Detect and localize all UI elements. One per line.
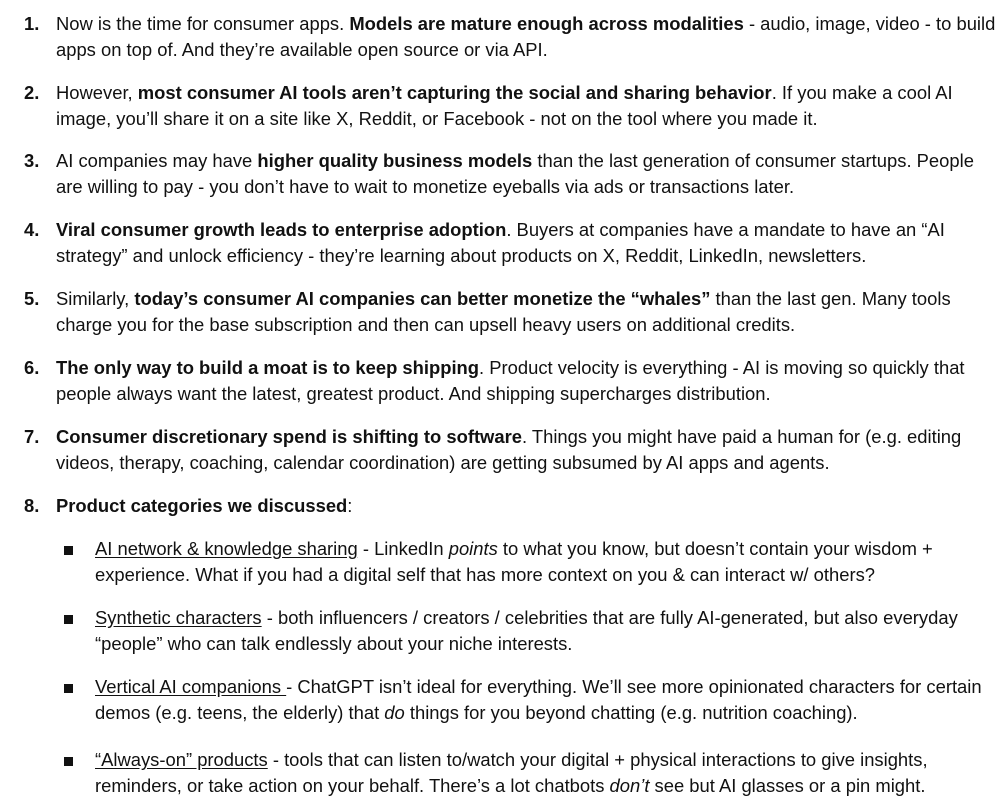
sub-list-item-text: [95, 536, 995, 588]
text-run: AI companies may have: [56, 150, 258, 171]
square-bullet-icon: [64, 757, 73, 766]
square-bullet-icon: [64, 546, 73, 555]
list-number: 3.: [24, 150, 40, 171]
bold-text: The only way to build a moat is to keep shipping: [56, 357, 480, 378]
text-run: . Things you might have paid a human for (e.g. editing videos, therapy, coaching, calendar coordination) are getting subsumed by AI apps and agents.: [56, 426, 962, 473]
underlined-text: AI network & knowledge sharing: [95, 538, 358, 559]
text-run: Now is the time for consumer apps.: [56, 13, 350, 34]
text-run: However,: [56, 82, 138, 103]
list-item-text: [56, 80, 996, 132]
bold-text: most consumer AI tools aren’t capturing the social and sharing behavior: [137, 82, 772, 103]
text-run: :: [347, 495, 353, 516]
text-run: see but AI glasses or a pin might.: [649, 775, 926, 796]
list-item-text: [56, 286, 996, 338]
bold-text: Product categories we discussed: [56, 495, 348, 516]
sub-list-item-text: [95, 747, 995, 799]
list-number: 5.: [24, 288, 40, 309]
square-bullet-icon: [64, 615, 73, 624]
list-number: 6.: [24, 357, 40, 378]
list-item-text: [56, 424, 996, 476]
underlined-text: “Always-on” products: [95, 749, 268, 770]
text-run: Similarly,: [56, 288, 135, 309]
underlined-text: Synthetic characters: [95, 607, 262, 628]
list-item-text: [56, 355, 996, 407]
text-run: - ChatGPT isn’t ideal for everything. We’ll see more opinionated characters for certain demos (e.g. teens, the elderly) that: [95, 676, 982, 723]
italic-text: do: [384, 702, 405, 723]
list-item-text: [56, 493, 996, 519]
text-run: things for you beyond chatting (e.g. nutrition coaching).: [404, 702, 858, 723]
bold-text: Consumer discretionary spend is shifting to software: [56, 426, 522, 447]
underlined-text: Vertical AI companions: [95, 676, 287, 697]
sub-list-item-text: [95, 674, 995, 726]
text-run: than the last generation of consumer startups. People are willing to pay - you don’t have to wait to monetize eyeballs via ads or transactions later.: [56, 150, 974, 197]
bold-text: Models are mature enough across modalities: [349, 13, 744, 34]
bold-text: Viral consumer growth leads to enterprise adoption: [56, 219, 507, 240]
list-item-text: [56, 148, 996, 200]
text-run: - both influencers / creators / celebrities that are fully AI-generated, but also everyday “people” who can talk endlessly about your niche interests.: [95, 607, 958, 654]
list-item-text: [56, 217, 996, 269]
text-run: . Buyers at companies have a mandate to have an “AI strategy” and unlock efficiency - they’re learning about products on X, Reddit, LinkedIn, newsletters.: [56, 219, 945, 266]
list-number: 8.: [24, 495, 40, 516]
text-run: - tools that can listen to/watch your digital + physical interactions to give insights, reminders, or take action on your behalf. There’s a lot chatbots: [95, 749, 928, 796]
text-run: to what you know, but doesn’t contain your wisdom + experience. What if you had a digital self that has more context on you & can interact w/ others?: [95, 538, 933, 585]
bold-text: today’s consumer AI companies can better monetize the “whales”: [134, 288, 711, 309]
list-number: 2.: [24, 82, 40, 103]
text-run: - audio, image, video - to build apps on top of. And they’re available open source or via API.: [56, 13, 996, 60]
text-run: - LinkedIn: [357, 538, 449, 559]
list-number: 7.: [24, 426, 40, 447]
list-number: 4.: [24, 219, 40, 240]
sub-list-item-text: [95, 605, 995, 657]
list-number: 1.: [24, 13, 40, 34]
italic-text: points: [448, 538, 498, 559]
text-run: . Product velocity is everything - AI is moving so quickly that people always want the latest, greatest product. And shipping supercharges distribution.: [56, 357, 965, 404]
bold-text: higher quality business models: [257, 150, 533, 171]
text-run: than the last gen. Many tools charge you for the base subscription and then can upsell heavy users on additional credits.: [56, 288, 951, 335]
text-run: . If you make a cool AI image, you’ll share it on a site like X, Reddit, or Facebook - not on the tool where you made it.: [56, 82, 953, 129]
italic-text: don’t: [609, 775, 650, 796]
list-item-text: [56, 11, 996, 63]
square-bullet-icon: [64, 684, 73, 693]
